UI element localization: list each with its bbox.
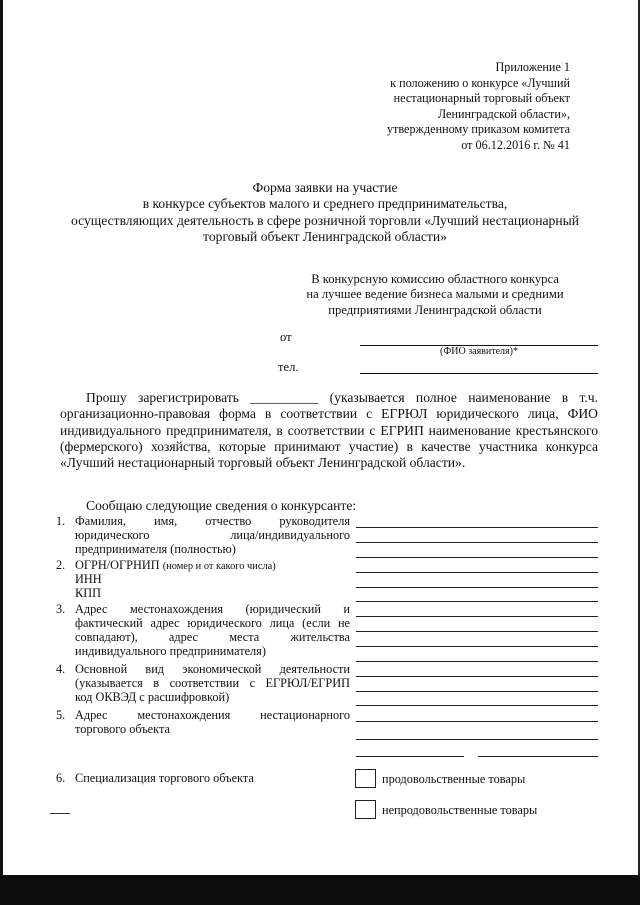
appendix-line: Приложение 1 xyxy=(495,60,570,74)
item-number: 6. xyxy=(56,771,66,785)
request-text: Прошу зарегистрировать __________ (указывается полное наименование в т.ч. организационно-правовая форма в соответствии с ЕГРЮЛ юридического лица, ФИО индивидуального предпринимателя, в соответствии с ЕГРИП наименование крестьянского (фермерского) хозяйства, которые принимают участие) в качестве участника конкурса «Лучший нестационарный торговый объект Ленинградской области». xyxy=(60,390,598,471)
item-6 xyxy=(56,771,350,787)
form-title xyxy=(30,180,620,246)
answer-line[interactable] xyxy=(356,756,464,757)
item-text: совпадают), адрес места жительства xyxy=(75,630,350,644)
food-goods-checkbox[interactable] xyxy=(355,769,376,788)
from-label: от xyxy=(280,330,292,344)
answer-line[interactable] xyxy=(356,721,598,722)
scan-bottom-border xyxy=(0,875,640,905)
kpp-label: КПП xyxy=(75,586,101,600)
addressee-line: В конкурсную комиссию областного конкурса xyxy=(311,272,559,286)
appendix-line: Ленинградской области», xyxy=(437,106,570,121)
answer-line[interactable] xyxy=(356,572,598,573)
item-text: Адрес местонахождения нестационарного xyxy=(75,708,350,722)
item-number: 4. xyxy=(56,662,66,676)
answer-line[interactable] xyxy=(356,616,598,617)
request-paragraph xyxy=(60,390,598,471)
fio-caption: (ФИО заявителя)* xyxy=(440,346,518,357)
item-1 xyxy=(56,514,350,558)
item-text: Фамилия, имя, отчество руководителя xyxy=(75,514,350,528)
item-text: Специализация торгового объекта xyxy=(75,771,254,785)
item-text: код ОКВЭД с расшифровкой) xyxy=(75,690,230,704)
item-text: Адрес местонахождения (юридический и xyxy=(75,602,350,616)
item-3 xyxy=(56,602,350,660)
ogrn-note: (номер и от какого числа) xyxy=(162,561,276,572)
answer-line[interactable] xyxy=(356,601,598,602)
form-title-line: осуществляющих деятельность в сфере розничной торговли «Лучший нестационарный xyxy=(70,212,580,228)
form-title-line: в конкурсе субъектов малого и среднего предпринимательства, xyxy=(142,196,508,212)
item-text: (указывается в соответствии с ЕГРЮЛ/ЕГРИП xyxy=(75,676,350,690)
answer-line[interactable] xyxy=(356,661,598,662)
appendix-line: утвержденному приказом комитета xyxy=(386,122,570,137)
tel-label: тел. xyxy=(278,360,299,374)
answer-line[interactable] xyxy=(356,646,598,647)
answer-line[interactable] xyxy=(356,631,598,632)
item-number: 1. xyxy=(56,514,66,528)
addressee-line: на лучшее ведение бизнеса малыми и средними xyxy=(306,287,564,302)
answer-line[interactable] xyxy=(356,691,598,692)
appendix-header xyxy=(340,60,570,154)
inn-label: ИНН xyxy=(75,572,102,586)
item-text: торгового объекта xyxy=(75,722,170,736)
non-food-goods-label: непродовольственные товары xyxy=(382,803,538,817)
item-text: фактический адрес юридического лица (если не xyxy=(75,616,350,630)
item-text: предпринимателя (полностью) xyxy=(75,542,236,556)
food-goods-label: продовольственные товары xyxy=(382,772,526,786)
addressee-block xyxy=(285,272,585,318)
answer-line[interactable] xyxy=(356,587,598,588)
form-title-line: торговый объект Ленинградской области» xyxy=(203,229,447,245)
scan-left-edge xyxy=(0,0,3,905)
addressee-line: предприятиями Ленинградской области xyxy=(328,302,542,317)
item-number: 5. xyxy=(56,708,66,722)
answer-line[interactable] xyxy=(356,739,598,740)
appendix-line: нестационарный торговый объект xyxy=(393,91,570,106)
item-number: 3. xyxy=(56,602,66,616)
answer-line[interactable] xyxy=(356,676,598,677)
item-text: индивидуального предпринимателя) xyxy=(75,644,266,658)
item-2 xyxy=(56,558,350,602)
answer-line[interactable] xyxy=(356,705,598,706)
answer-line[interactable] xyxy=(478,756,598,757)
appendix-line: от 06.12.2016 г. № 41 xyxy=(461,137,570,152)
answer-line[interactable] xyxy=(356,542,598,543)
non-food-goods-checkbox[interactable] xyxy=(355,800,376,819)
phone-field[interactable] xyxy=(360,373,598,374)
item-4 xyxy=(56,662,350,706)
item-5 xyxy=(56,708,350,738)
item-text: Основной вид экономической деятельности xyxy=(75,662,350,676)
answer-line[interactable] xyxy=(356,527,598,528)
item-text: юридического лица/индивидуального xyxy=(75,528,350,542)
answer-line[interactable] xyxy=(356,557,598,558)
form-title-line: Форма заявки на участие xyxy=(252,180,398,195)
scan-mark xyxy=(50,813,70,814)
report-intro: Сообщаю следующие сведения о конкурсанте: xyxy=(86,498,357,513)
item-number: 2. xyxy=(56,558,66,572)
ogrn-label: ОГРН/ОГРНИП xyxy=(75,558,160,572)
appendix-line: к положению о конкурсе «Лучший xyxy=(390,75,570,90)
